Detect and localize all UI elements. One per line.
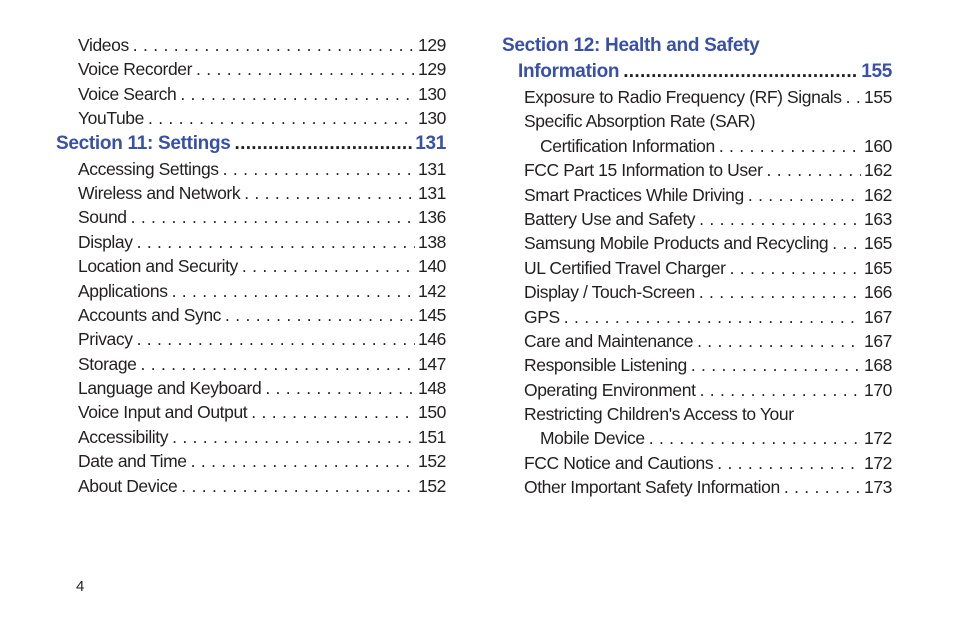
toc-entry[interactable] bbox=[56, 157, 446, 181]
dot-leader bbox=[223, 157, 415, 181]
toc-entry[interactable] bbox=[56, 303, 446, 327]
toc-entry[interactable] bbox=[502, 158, 892, 182]
toc-entry-page: 165 bbox=[864, 257, 892, 278]
toc-entry-page: 152 bbox=[418, 451, 446, 472]
dot-leader bbox=[717, 451, 861, 475]
toc-entry[interactable] bbox=[502, 231, 892, 255]
dot-leader bbox=[196, 57, 415, 81]
toc-entry-page: 130 bbox=[418, 108, 446, 129]
toc-entry-page: 145 bbox=[418, 304, 446, 325]
toc-entry-page: 142 bbox=[418, 280, 446, 301]
toc-entry[interactable] bbox=[56, 33, 446, 57]
toc-entry-label: Smart Practices While Driving bbox=[524, 184, 744, 205]
dot-leader bbox=[251, 400, 415, 424]
section-page: 131 bbox=[415, 132, 446, 154]
toc-entry-label: Exposure to Radio Frequency (RF) Signals bbox=[524, 87, 842, 107]
toc-entry[interactable] bbox=[502, 85, 892, 109]
dot-leader bbox=[699, 207, 861, 231]
toc-entry[interactable] bbox=[56, 57, 446, 81]
toc-right-column bbox=[502, 33, 892, 500]
dot-leader bbox=[700, 378, 861, 402]
section-title: Information bbox=[518, 61, 620, 82]
toc-entry[interactable] bbox=[56, 352, 446, 376]
toc-entry[interactable] bbox=[502, 378, 892, 402]
dot-leader bbox=[265, 376, 415, 400]
toc-entry[interactable] bbox=[56, 449, 446, 473]
dot-leader bbox=[244, 181, 415, 205]
toc-entry-label: FCC Notice and Cautions bbox=[524, 452, 714, 473]
toc-entry-first-line[interactable] bbox=[502, 109, 892, 133]
toc-entry[interactable] bbox=[502, 475, 892, 499]
toc-entry-label: Voice Recorder bbox=[78, 59, 193, 80]
dot-leader bbox=[730, 256, 861, 280]
toc-entry-page: 168 bbox=[864, 355, 892, 376]
toc-entry[interactable] bbox=[502, 183, 892, 207]
toc-entry[interactable] bbox=[502, 207, 892, 231]
toc-entry-page: 150 bbox=[418, 402, 446, 423]
toc-entry[interactable] bbox=[502, 134, 892, 158]
toc-entry-page: 152 bbox=[418, 475, 446, 496]
dot-leader bbox=[784, 475, 861, 499]
section-page: 155 bbox=[861, 61, 892, 82]
dot-leader bbox=[137, 230, 415, 254]
toc-entry-label: Display / Touch-Screen bbox=[524, 282, 695, 303]
toc-entry-page: 146 bbox=[418, 329, 446, 350]
toc-entry[interactable] bbox=[56, 279, 446, 303]
dot-leader bbox=[846, 85, 861, 109]
toc-entry-label: Videos bbox=[78, 35, 129, 55]
toc-entry-label: Care and Maintenance bbox=[524, 330, 694, 351]
toc-entry-page: 165 bbox=[864, 233, 892, 254]
toc-entry[interactable] bbox=[502, 329, 892, 353]
toc-entry[interactable] bbox=[56, 400, 446, 424]
toc-entry-label: FCC Part 15 Information to User bbox=[524, 160, 763, 181]
dot-leader bbox=[691, 353, 861, 377]
dot-leader bbox=[131, 205, 415, 229]
dot-leader bbox=[148, 106, 415, 130]
toc-entry-page: 136 bbox=[418, 207, 446, 228]
dot-leader bbox=[748, 183, 861, 207]
section-12-heading[interactable] bbox=[502, 59, 892, 85]
toc-entry-label: Other Important Safety Information bbox=[524, 477, 780, 498]
toc-entry-page: 138 bbox=[418, 231, 446, 252]
toc-entry-label: UL Certified Travel Charger bbox=[524, 257, 726, 278]
dot-leader bbox=[225, 303, 415, 327]
toc-entry-label: Accessibility bbox=[78, 426, 169, 447]
toc-entry-first-line[interactable] bbox=[502, 402, 892, 426]
toc-entry-page: 162 bbox=[864, 160, 892, 181]
dot-leader bbox=[623, 59, 858, 85]
toc-entry[interactable] bbox=[56, 254, 446, 278]
toc-entry[interactable] bbox=[56, 230, 446, 254]
toc-entry-label: Applications bbox=[78, 280, 168, 301]
toc-entry-page: 160 bbox=[864, 135, 892, 156]
toc-entry-label: Restricting Children's Access to Your bbox=[524, 404, 794, 425]
toc-entry-page: 162 bbox=[864, 184, 892, 205]
dot-leader bbox=[699, 280, 861, 304]
toc-entry-label: Wireless and Network bbox=[78, 182, 241, 203]
toc-entry[interactable] bbox=[502, 305, 892, 329]
toc-entry[interactable] bbox=[502, 280, 892, 304]
toc-entry-page: 155 bbox=[864, 87, 892, 107]
dot-leader bbox=[832, 231, 861, 255]
toc-entry-page: 148 bbox=[418, 378, 446, 399]
toc-entry[interactable] bbox=[56, 82, 446, 106]
dot-leader bbox=[191, 449, 415, 473]
toc-entry-page: 129 bbox=[418, 35, 446, 55]
toc-entry-page: 129 bbox=[418, 59, 446, 80]
toc-entry-page: 166 bbox=[864, 282, 892, 303]
toc-entry-page: 173 bbox=[864, 477, 892, 498]
toc-entry-page: 140 bbox=[418, 256, 446, 277]
toc-entry-page: 131 bbox=[418, 158, 446, 179]
toc-entry-page: 131 bbox=[418, 182, 446, 203]
section-12-title-line1[interactable]: Section 12: Health and Safety bbox=[502, 35, 760, 56]
toc-entry-page: 167 bbox=[864, 330, 892, 351]
dot-leader bbox=[564, 305, 861, 329]
toc-entry-label: About Device bbox=[78, 475, 178, 496]
toc-entry[interactable] bbox=[56, 474, 446, 498]
toc-entry-label: Accessing Settings bbox=[78, 158, 219, 179]
toc-entry-label: Responsible Listening bbox=[524, 355, 687, 376]
toc-entry-label: YouTube bbox=[78, 108, 144, 129]
toc-entry-page: 167 bbox=[864, 306, 892, 327]
toc-entry-label: Battery Use and Safety bbox=[524, 208, 696, 229]
toc-entry[interactable] bbox=[56, 181, 446, 205]
toc-entry-label: Sound bbox=[78, 207, 127, 228]
toc-entry-label: GPS bbox=[524, 306, 560, 327]
toc-entry[interactable] bbox=[502, 426, 892, 450]
toc-entry[interactable] bbox=[502, 353, 892, 377]
toc-entry-page: 130 bbox=[418, 83, 446, 104]
dot-leader bbox=[181, 474, 415, 498]
dot-leader bbox=[649, 426, 861, 450]
toc-left-column bbox=[56, 33, 446, 498]
dot-leader bbox=[767, 158, 861, 182]
toc-entry-label: Certification Information bbox=[540, 135, 715, 156]
toc-entry[interactable] bbox=[56, 327, 446, 351]
page-number: 4 bbox=[76, 578, 85, 595]
dot-leader bbox=[141, 352, 416, 376]
toc-entry-page: 163 bbox=[864, 208, 892, 229]
toc-entry[interactable] bbox=[502, 451, 892, 475]
toc-entry-label: Voice Search bbox=[78, 83, 177, 104]
toc-entry-label: Specific Absorption Rate (SAR) bbox=[524, 111, 756, 132]
dot-leader bbox=[180, 82, 415, 106]
dot-leader bbox=[133, 33, 415, 57]
dot-leader bbox=[697, 329, 861, 353]
dot-leader bbox=[172, 425, 415, 449]
toc-entry-page: 172 bbox=[864, 428, 892, 449]
dot-leader bbox=[172, 279, 415, 303]
toc-entry-label: Display bbox=[78, 231, 133, 252]
dot-leader bbox=[235, 131, 413, 157]
toc-entry-label: Location and Security bbox=[78, 256, 238, 277]
toc-entry[interactable] bbox=[56, 205, 446, 229]
section-11-heading[interactable] bbox=[56, 131, 446, 157]
dot-leader bbox=[242, 254, 415, 278]
toc-entry-label: Operating Environment bbox=[524, 379, 696, 400]
section-title: Section 11: Settings bbox=[56, 132, 231, 154]
toc-entry-label: Mobile Device bbox=[540, 428, 645, 449]
toc-entry-label: Voice Input and Output bbox=[78, 402, 248, 423]
toc-entry-page: 170 bbox=[864, 379, 892, 400]
toc-entry-label: Accounts and Sync bbox=[78, 304, 222, 325]
toc-entry-page: 172 bbox=[864, 452, 892, 473]
toc-entry-label: Language and Keyboard bbox=[78, 378, 262, 399]
toc-entry[interactable] bbox=[502, 256, 892, 280]
dot-leader bbox=[719, 134, 861, 158]
toc-entry-label: Date and Time bbox=[78, 451, 187, 472]
toc-entry-page: 151 bbox=[418, 426, 446, 447]
toc-entry-label: Privacy bbox=[78, 329, 133, 350]
toc-entry-page: 147 bbox=[418, 353, 446, 374]
toc-entry-label: Samsung Mobile Products and Recycling bbox=[524, 233, 829, 254]
dot-leader bbox=[137, 327, 415, 351]
toc-entry-label: Storage bbox=[78, 353, 137, 374]
toc-entry[interactable] bbox=[56, 376, 446, 400]
toc-entry[interactable] bbox=[56, 425, 446, 449]
toc-entry[interactable] bbox=[56, 106, 446, 130]
